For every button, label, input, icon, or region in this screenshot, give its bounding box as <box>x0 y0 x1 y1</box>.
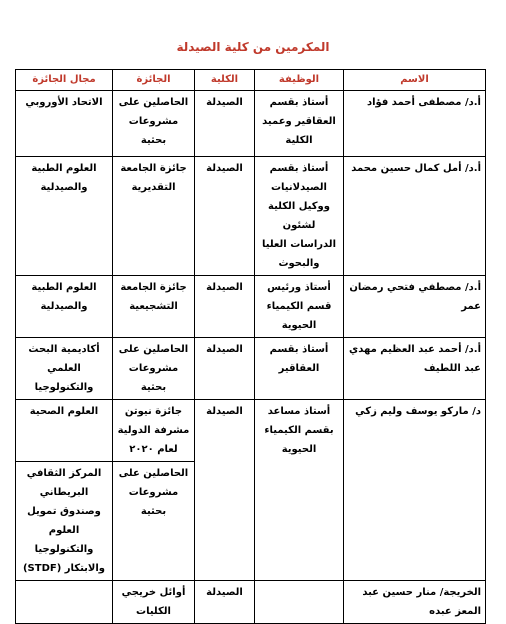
cell-job: أستاذ مساعد بقسم الكيمياء الحيوية <box>255 400 344 581</box>
cell-field: العلوم الطبية والصيدلية <box>16 276 113 338</box>
cell-name: أ.د/ أمل كمال حسين محمد <box>344 157 486 276</box>
page-title: المكرمين من كلية الصيدلة <box>176 40 330 54</box>
cell-faculty: الصيدلة <box>195 581 255 624</box>
cell-field: أكاديمية البحث العلمي والتكنولوجيا <box>16 338 113 400</box>
table-row <box>16 400 486 462</box>
table-header-row <box>16 70 486 91</box>
cell-faculty: الصيدلة <box>195 400 255 581</box>
cell-job: أستاذ بقسم العقاقير <box>255 338 344 400</box>
header-job: الوظيفة <box>255 70 344 91</box>
cell-award: الحاصلين على مشروعات بحثية <box>113 91 195 157</box>
cell-award: الحاصلين على مشروعات بحثية <box>113 338 195 400</box>
cell-job: أستاذ بقسم الصيدلانيات ووكيل الكلية لشئون الدراسات العليا والبحوث <box>255 157 344 276</box>
table-row <box>16 338 486 400</box>
cell-field: الاتحاد الأوروبي <box>16 91 113 157</box>
table-row <box>16 157 486 276</box>
header-field: مجال الجائزة <box>16 70 113 91</box>
cell-faculty: الصيدلة <box>195 276 255 338</box>
cell-name: د/ ماركو يوسف وليم زكي <box>344 400 486 581</box>
table-row <box>16 581 486 624</box>
cell-faculty: الصيدلة <box>195 338 255 400</box>
cell-award: جائزة الجامعة التشجيعية <box>113 276 195 338</box>
table-row <box>16 91 486 157</box>
cell-name: أ.د/ مصطفي فتحي رمضان عمر <box>344 276 486 338</box>
cell-field: العلوم الطبية والصيدلية <box>16 157 113 276</box>
cell-name: الخريجة/ منار حسين عبد المعز عبده <box>344 581 486 624</box>
cell-job <box>255 581 344 624</box>
cell-award: جائزة نيوتن مشرفة الدولية لعام ٢٠٢٠ <box>113 400 195 462</box>
cell-award: الحاصلين على مشروعات بحثية <box>113 462 195 581</box>
cell-job: أستاذ ورئيس قسم الكيمياء الحيوية <box>255 276 344 338</box>
cell-faculty: الصيدلة <box>195 91 255 157</box>
cell-name: أ.د/ مصطفى أحمد فؤاد <box>344 91 486 157</box>
cell-field <box>16 581 113 624</box>
cell-field: العلوم الصحية <box>16 400 113 462</box>
header-name: الاسم <box>344 70 486 91</box>
cell-field: المركز الثقافي البريطاني وصندوق تمويل العلوم والتكنولوجيا والابتكار (STDF) <box>16 462 113 581</box>
table-row <box>16 276 486 338</box>
cell-award: أوائل خريجي الكليات <box>113 581 195 624</box>
honorees-table <box>15 69 486 624</box>
cell-award: جائزة الجامعة التقديرية <box>113 157 195 276</box>
header-award: الجائزة <box>113 70 195 91</box>
cell-job: أستاذ بقسم العقاقير وعميد الكلية <box>255 91 344 157</box>
cell-faculty: الصيدلة <box>195 157 255 276</box>
cell-name: أ.د/ أحمد عبد العظيم مهدي عبد اللطيف <box>344 338 486 400</box>
header-faculty: الكلية <box>195 70 255 91</box>
